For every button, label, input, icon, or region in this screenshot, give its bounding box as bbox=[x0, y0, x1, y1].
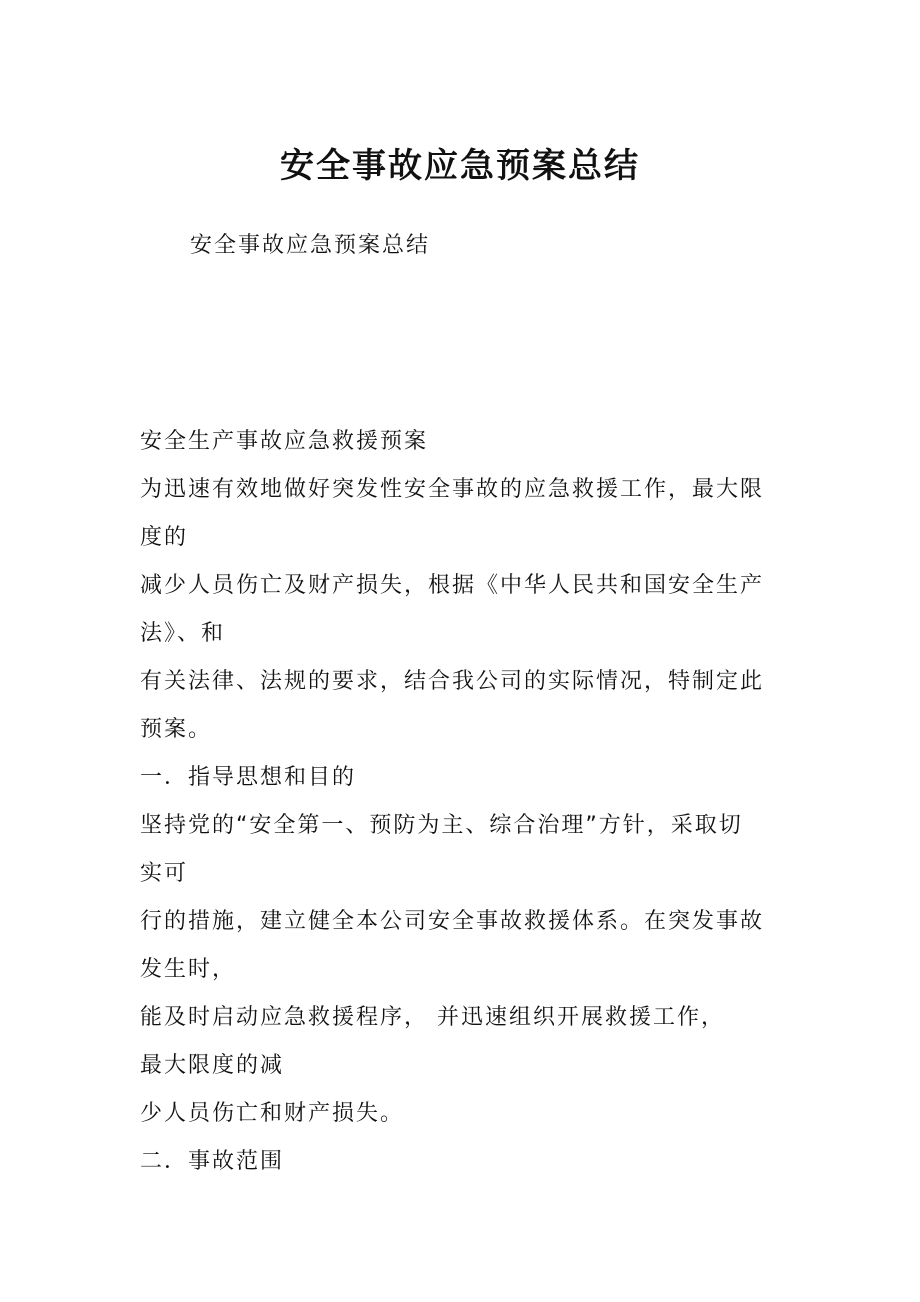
body-line: 度的 bbox=[140, 525, 189, 550]
body-line: 为迅速有效地做好突发性安全事故的应急救援工作，最大限 bbox=[140, 477, 765, 502]
body-line-heading-accident-scope: 二．事故范围 bbox=[140, 1149, 285, 1174]
body-line: 最大限度的减 bbox=[140, 1053, 285, 1078]
body-line: 行的措施，建立健全本公司安全事故救援体系。在突发事故 bbox=[140, 909, 765, 934]
body-line-heading-guiding-ideas: 一．指导思想和目的 bbox=[140, 765, 357, 790]
body-line: 少人员伤亡和财产损失。 bbox=[140, 1101, 405, 1126]
body-line: 实可 bbox=[140, 861, 189, 886]
body-line: 坚持党的“安全第一、预防为主、综合治理”方针，采取切 bbox=[140, 813, 743, 838]
document-body bbox=[140, 418, 800, 1186]
body-line: 能及时启动应急救援程序， 并迅速组织开展救援工作， bbox=[140, 1005, 725, 1030]
document-subtitle: 安全事故应急预案总结 bbox=[190, 233, 431, 258]
body-line: 有关法律、法规的要求，结合我公司的实际情况，特制定此 bbox=[140, 669, 765, 694]
body-line: 法》、和 bbox=[140, 621, 226, 646]
body-line: 减少人员伤亡及财产损失，根据《中华人民共和国安全生产 bbox=[140, 573, 765, 598]
body-line-section-heading: 安全生产事故应急救援预案 bbox=[140, 429, 429, 454]
body-line: 预案。 bbox=[140, 717, 213, 742]
document-title: 安全事故应急预案总结 bbox=[280, 146, 640, 186]
body-line: 发生时， bbox=[140, 957, 237, 982]
